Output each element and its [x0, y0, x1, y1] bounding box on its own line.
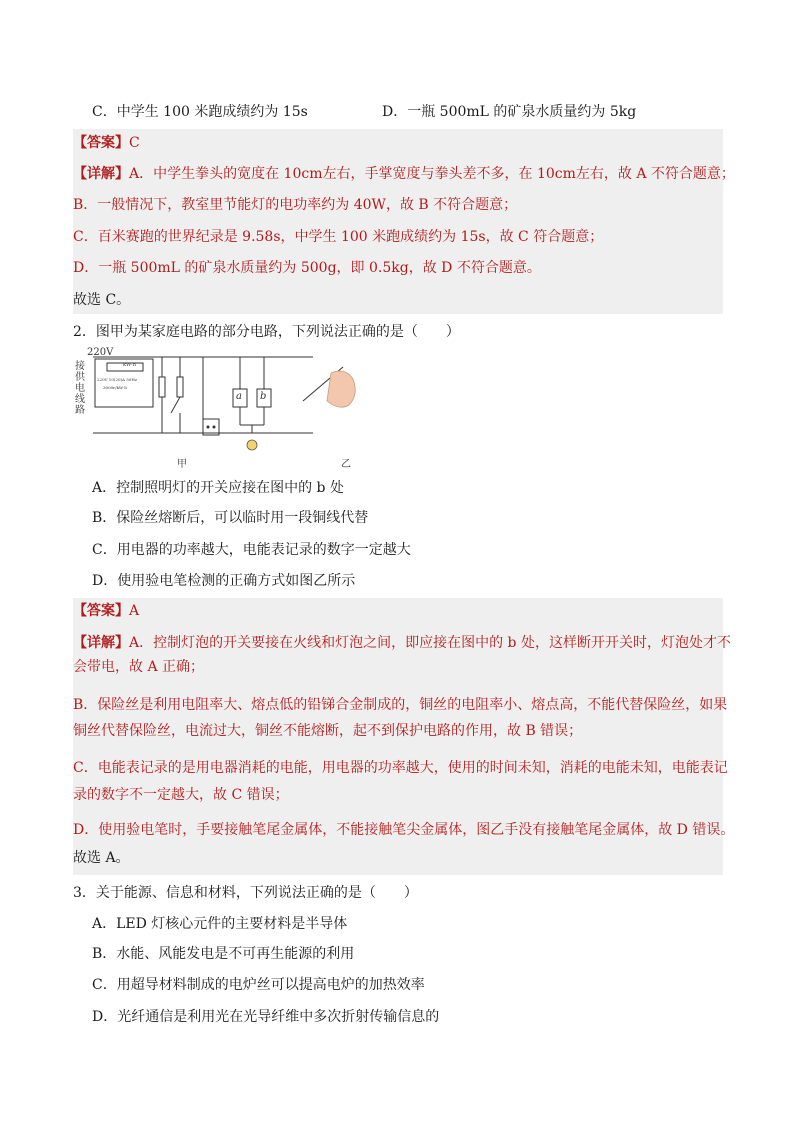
q2-detail-line-2: 会带电，故 A 正确； — [73, 659, 205, 675]
q3-stem: 3．关于能源、信息和材料，下列说法正确的是（ ） — [73, 885, 418, 901]
q1-option-c: C．中学生 100 米跑成绩约为 15s — [92, 104, 308, 120]
q2-detail-text: A．控制灯泡的开关要接在火线和灯泡之间，即应接在图中的 b 处，这样断开开关时，灯泡处才不 — [129, 635, 731, 651]
q2-detail-line-3: B．保险丝是利用电阻率大、熔点低的铅锑合金制成的，铜丝的电阻率小、熔点高，不能代替保险丝，如果 — [73, 697, 728, 713]
caption-jia: 甲 — [177, 459, 187, 470]
meter-constant: 3000r/kW·h — [103, 385, 127, 390]
caption-yi: 乙 — [341, 459, 351, 470]
q2-stem: 2．图甲为某家庭电路的部分电路，下列说法正确的是（ ） — [73, 324, 460, 340]
q2-circuit-figure — [73, 347, 373, 470]
q1-answer-block — [73, 129, 735, 314]
q3-option-a: A．LED 灯核心元件的主要材料是半导体 — [92, 916, 348, 932]
q2-answer-tag: 【答案】 — [73, 603, 129, 619]
q2-answer-block — [73, 598, 735, 875]
meter-rating: 220V 10(20)A 50Hz — [97, 377, 137, 382]
q2-detail-line-5: C．电能表记录的是用电器消耗的电能，用电器的功率越大，使用的时间未知，消耗的电能未知，电能表记 — [73, 760, 728, 776]
q1-answer-tag: 【答案】 — [73, 135, 129, 151]
circuit-diagram — [73, 347, 373, 467]
q2-detail-line-7: D．使用验电笔时，手要接触笔尾金属体，不能接触笔尖金属体，图乙手没有接触笔尾金属体，故 D 错误。 — [73, 822, 735, 838]
q1-detail-tag: 【详解】 — [73, 166, 129, 182]
label-a: a — [236, 391, 242, 402]
q1-detail-line-1 — [73, 164, 735, 184]
q2-conclusion: 故选 A。 — [73, 850, 130, 866]
q1-conclusion: 故选 C。 — [73, 292, 131, 308]
q3-option-b: B．水能、风能发电是不可再生能源的利用 — [92, 946, 355, 962]
q2-detail-line-1 — [73, 633, 731, 653]
q2-detail-tag: 【详解】 — [73, 635, 129, 651]
q3-option-d: D．光纤通信是利用光在光导纤维中多次折射传输信息的 — [92, 1009, 440, 1025]
q2-option-b: B．保险丝熔断后，可以临时用一段铜线代替 — [92, 510, 369, 526]
q2-option-a: A．控制照明灯的开关应接在图中的 b 处 — [92, 480, 344, 496]
bulb-icon — [247, 440, 257, 450]
q2-answer-value: A — [129, 603, 140, 619]
label-b: b — [260, 391, 267, 402]
q2-option-c: C．用电器的功率越大，电能表记录的数字一定越大 — [92, 542, 411, 558]
q1-detail-text: A．中学生拳头的宽度在 10cm左右，手掌宽度与拳头差不多，在 10cm左右，故 A 不符合题意； — [129, 166, 735, 182]
q2-detail-line-4: 铜丝代替保险丝，电流过大，铜丝不能熔断，起不到保护电路的作用，故 B 错误； — [73, 723, 583, 739]
q1-detail-line-3: C．百米赛跑的世界纪录是 9.58s，中学生 100 米跑成绩约为 15s，故 C 符合题意； — [73, 229, 604, 245]
q1-option-d: D．一瓶 500mL 的矿泉水质量约为 5kg — [382, 104, 637, 120]
supply-label: 接 供 电 线 路 — [75, 361, 85, 416]
q2-option-d: D．使用验电笔检测的正确方式如图乙所示 — [92, 573, 356, 589]
q1-detail-line-4: D．一瓶 500mL 的矿泉水质量约为 500g，即 0.5kg，故 D 不符合题意。 — [73, 260, 541, 276]
voltage-label: 220V — [87, 347, 114, 358]
hand-icon — [327, 371, 355, 407]
q2-detail-line-6: 录的数字不一定越大，故 C 错误； — [73, 787, 289, 803]
q3-option-c: C．用超导材料制成的电炉丝可以提高电炉的加热效率 — [92, 977, 425, 993]
q1-answer-value: C — [129, 135, 140, 151]
meter-unit: kW·h — [123, 362, 136, 368]
q1-answer-line — [73, 133, 140, 153]
q1-detail-line-2: B．一般情况下，教室里节能灯的电功率约为 40W，故 B 不符合题意； — [73, 197, 518, 213]
q2-answer-line — [73, 601, 139, 621]
